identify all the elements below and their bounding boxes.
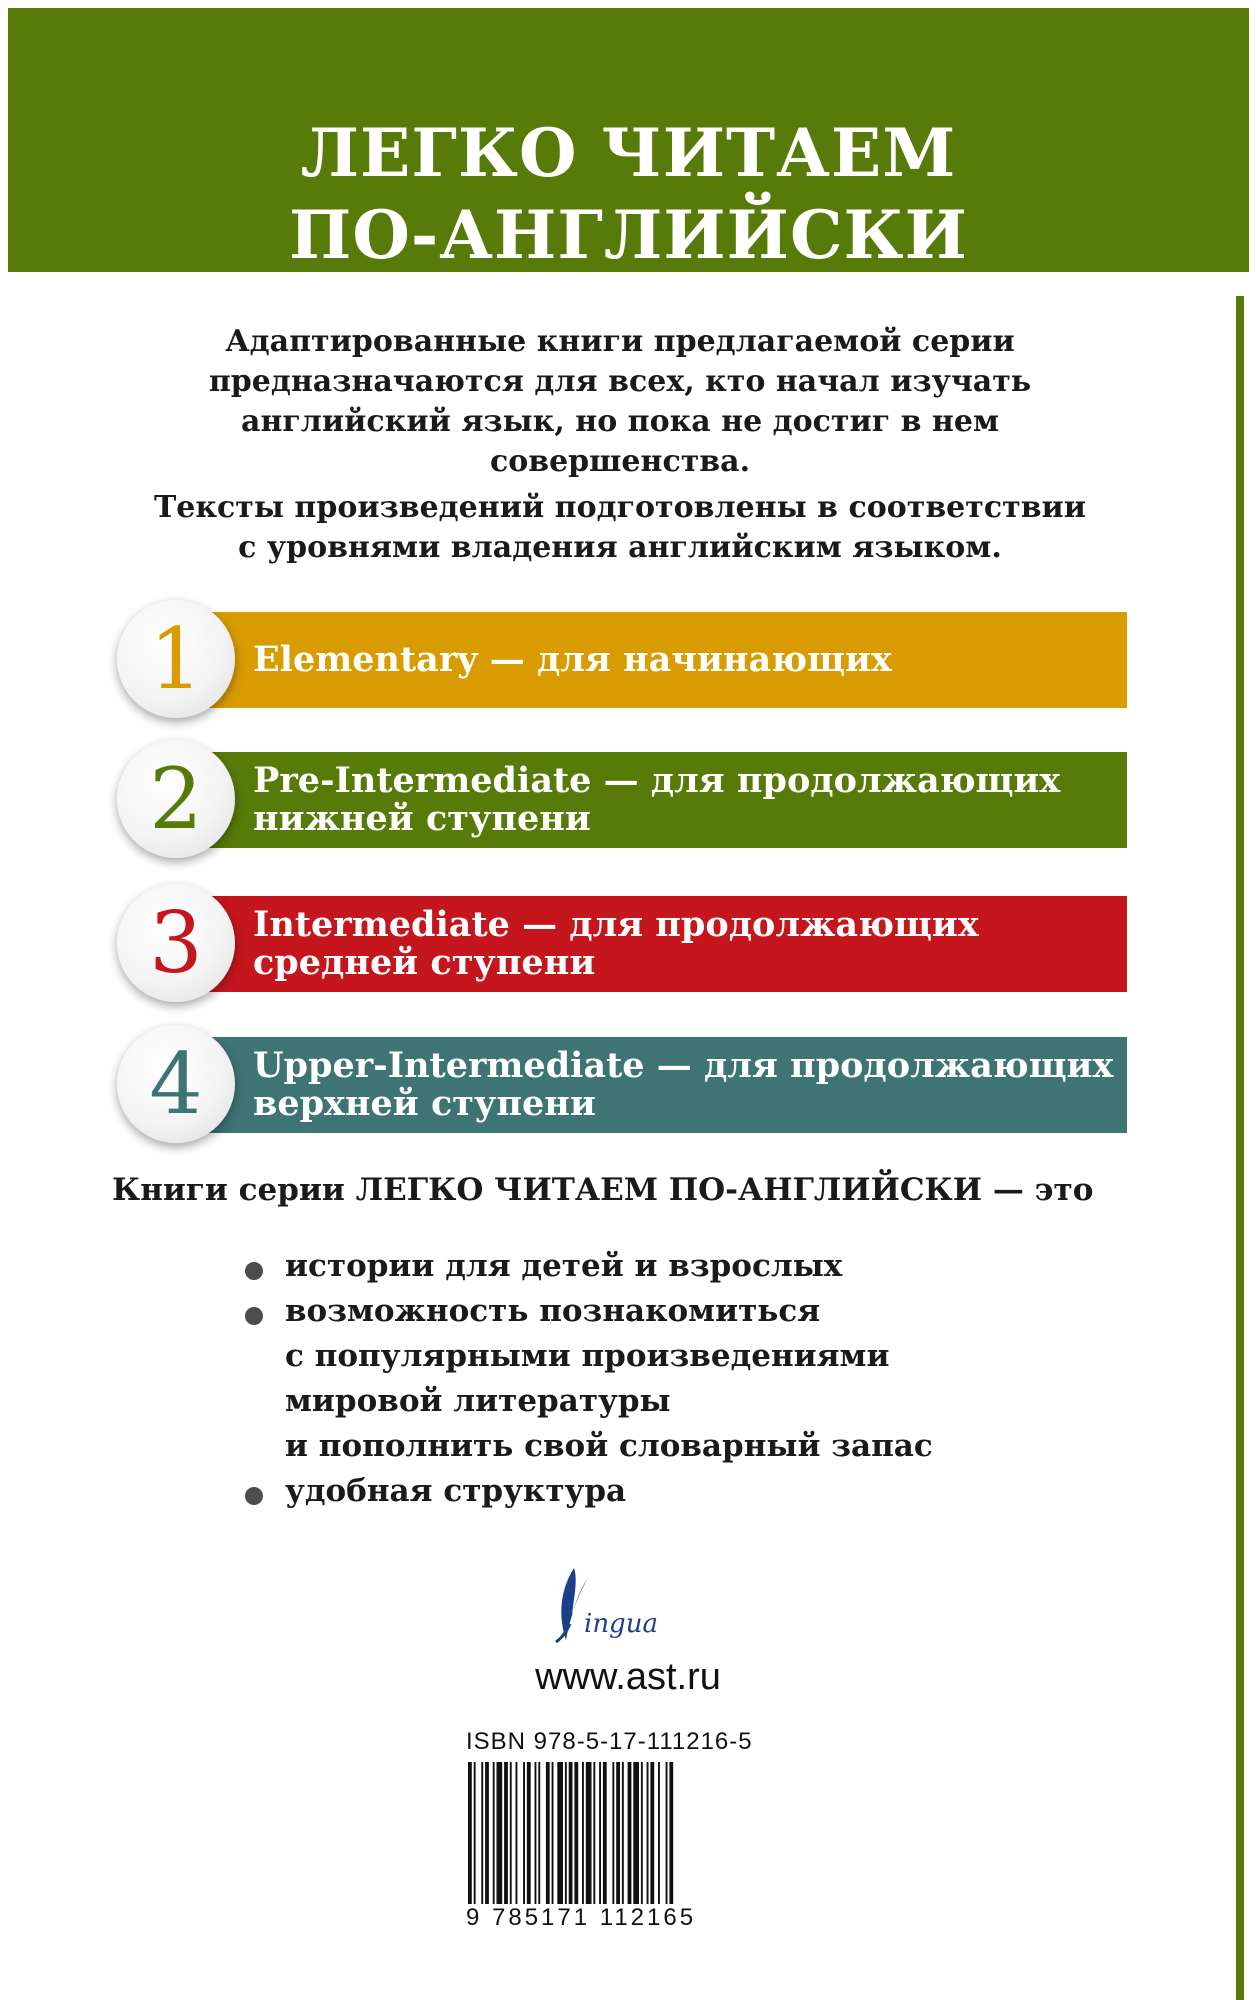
feature-line: мировой литературы (285, 1383, 671, 1419)
barcode-bar (516, 1762, 518, 1904)
barcode-bar (510, 1762, 512, 1904)
barcode-bar (569, 1762, 573, 1904)
cover-header (8, 8, 1249, 272)
level-band-3 (205, 896, 1127, 992)
barcode-bar (586, 1762, 592, 1904)
barcode-bar (658, 1762, 660, 1904)
feature-item (245, 1289, 1145, 1469)
barcode-bar (552, 1762, 554, 1904)
level-line: Intermediate — для продолжающих (253, 904, 979, 945)
barcode-bar (538, 1762, 540, 1904)
barcode-bar (612, 1762, 614, 1904)
barcode-bar (650, 1762, 654, 1904)
lingua-feather-logo-icon (540, 1560, 680, 1650)
barcode-digits: 9 785171 112165 (466, 1904, 756, 1932)
bullet-icon (245, 1262, 263, 1280)
level-band-2 (205, 752, 1127, 848)
barcode-bar (546, 1762, 550, 1904)
bullet-icon (245, 1487, 263, 1505)
level-number-4: 4 (117, 1025, 235, 1143)
level-line: средней ступени (253, 942, 596, 983)
barcode-bar (527, 1762, 531, 1904)
barcode-bar (582, 1762, 584, 1904)
level-number-2: 2 (117, 740, 235, 858)
intro-paragraph-1 (100, 322, 1140, 482)
level-line: верхней ступени (253, 1083, 596, 1124)
svg-text:ingua: ingua (584, 1609, 658, 1639)
intro-line: предназначаются для всех, кто начал изучать (208, 364, 1032, 399)
level-line: Upper-Intermediate — для продолжающих (253, 1045, 1114, 1086)
series-title (8, 112, 1249, 276)
level-band-4 (205, 1037, 1127, 1133)
series-title-line-1: ЛЕГКО ЧИТАЕМ (300, 114, 957, 192)
feature-line: с популярными произведениями (285, 1338, 890, 1374)
intro-line: Тексты произведений подготовлены в соответствии (153, 490, 1087, 525)
feature-item (245, 1244, 1145, 1289)
intro-line: с уровнями владения английским языком. (238, 530, 1002, 565)
barcode-bar (497, 1762, 503, 1904)
barcode-bar (641, 1762, 643, 1904)
series-title-line-2: ПО-АНГЛИЙСКИ (289, 196, 968, 274)
level-label-2 (253, 752, 1123, 848)
barcode-bar (628, 1762, 632, 1904)
barcode-bar (616, 1762, 620, 1904)
barcode-bar (669, 1762, 673, 1904)
isbn-number: ISBN 978-5-17-111216-5 (466, 1728, 753, 1755)
barcode-bar (574, 1762, 578, 1904)
barcode-icon (466, 1762, 746, 1904)
intro-paragraph-2 (100, 488, 1140, 568)
feature-line: и пополнить свой словарный запас (285, 1428, 933, 1464)
level-line: Pre-Intermediate — для продолжающих (253, 760, 1061, 801)
feature-line: возможность познакомиться (285, 1293, 821, 1329)
barcode-bar (593, 1762, 595, 1904)
level-number-1: 1 (117, 600, 235, 718)
barcode-bar (565, 1762, 567, 1904)
publisher-website: www.ast.ru (535, 1656, 721, 1698)
barcode-bar (633, 1762, 639, 1904)
feature-line: удобная структура (285, 1473, 627, 1509)
barcode-bar (474, 1762, 476, 1904)
barcode-bar (468, 1762, 472, 1904)
level-line: Elementary — для начинающих (253, 639, 892, 680)
barcode-bar (493, 1762, 495, 1904)
barcode-bar (523, 1762, 525, 1904)
barcode-bar (599, 1762, 601, 1904)
barcode-bar (557, 1762, 563, 1904)
feature-item (245, 1469, 1145, 1514)
level-label-4 (253, 1037, 1123, 1133)
bullet-icon (245, 1307, 263, 1325)
series-description: Книги серии ЛЕГКО ЧИТАЕМ ПО-АНГЛИЙСКИ — это (112, 1172, 1094, 1208)
barcode-bar (666, 1762, 668, 1904)
feature-list (245, 1244, 1145, 1514)
intro-line: Адаптированные книги предлагаемой серии (225, 324, 1015, 359)
barcode-bar (603, 1762, 607, 1904)
barcode-bar (504, 1762, 508, 1904)
feature-line: истории для детей и взрослых (285, 1248, 843, 1284)
level-line: нижней ступени (253, 798, 591, 839)
barcode-bar (485, 1762, 489, 1904)
intro-line: английский язык, но пока не достиг в нем (241, 404, 999, 439)
level-number-3: 3 (117, 884, 235, 1002)
barcode-bar (622, 1762, 624, 1904)
barcode-bar (481, 1762, 483, 1904)
barcode-bar (647, 1762, 649, 1904)
level-band-1 (205, 612, 1127, 708)
level-label-1 (253, 612, 1123, 708)
side-stripe (1236, 296, 1244, 2000)
barcode-bar (535, 1762, 537, 1904)
level-label-3 (253, 896, 1123, 992)
intro-line: совершенства. (489, 444, 751, 479)
